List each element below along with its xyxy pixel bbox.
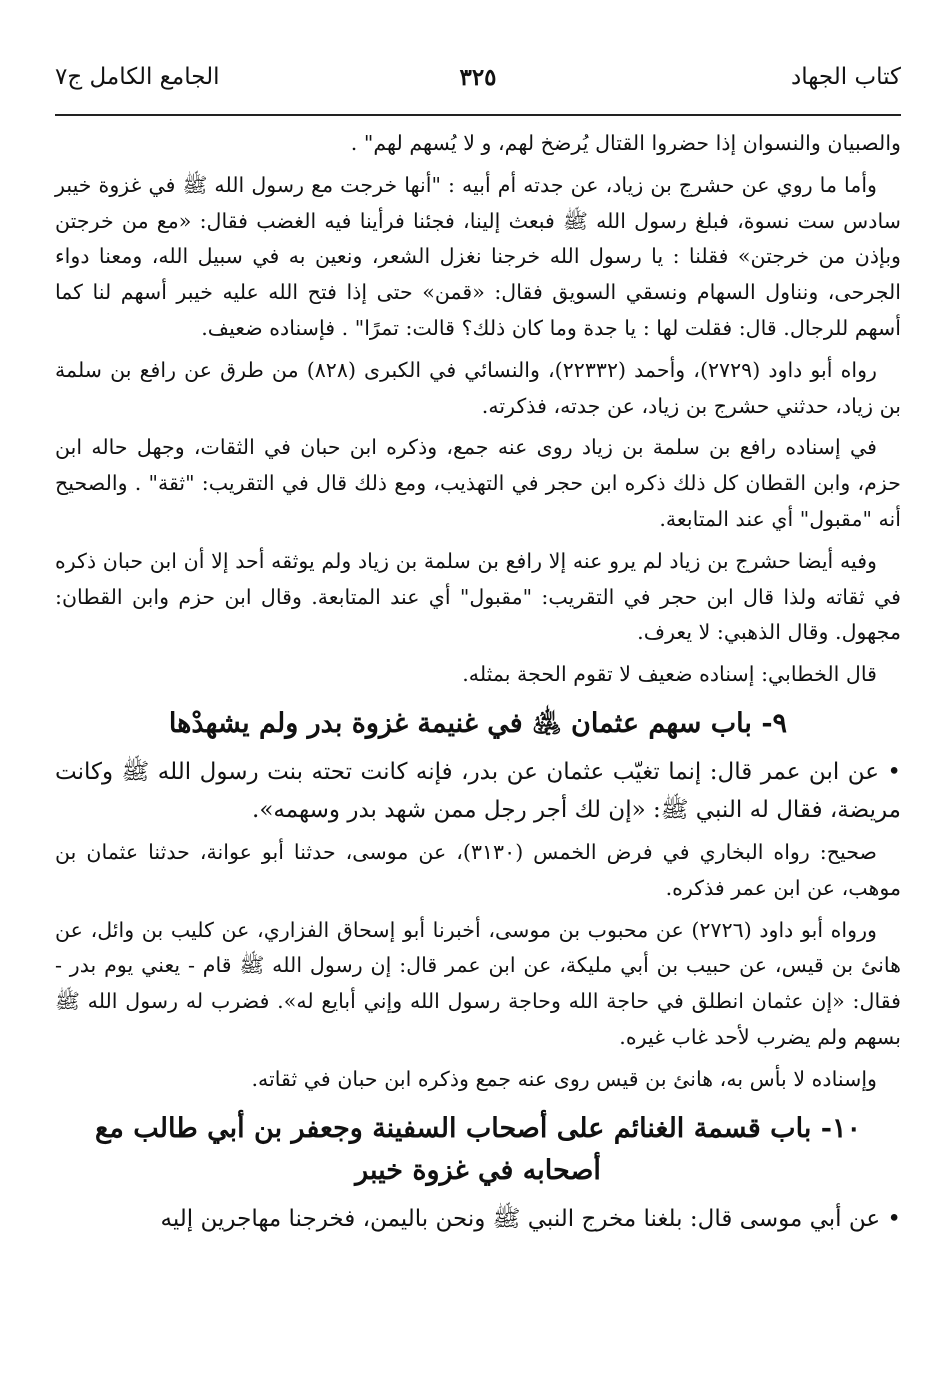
page-number: ٣٢٥ bbox=[459, 64, 497, 91]
paragraph-10: وإسناده لا بأس به، هانئ بن قيس روى عنه جمع وذكره ابن حبان في ثقاته. bbox=[251, 1066, 877, 1091]
page-header bbox=[55, 58, 901, 106]
chapter-title: كتاب الجهاد bbox=[791, 64, 901, 90]
section-heading-9 bbox=[55, 703, 901, 745]
paragraph-9: ورواه أبو داود (٢٧٢٦) عن محبوب بن موسى، أخبرنا أبو إسحاق الفزاري، عن كليب بن وائل، عن هانئ بن قيس، عن حبيب بن أبي مليكة، عن ابن عمر قال: إن رسول الله ﷺ قام - يعني يوم بدر - فقال: «إن عثمان انطلق في حاجة الله وحاجة رسول الله وإني أبايع له». فضرب له رسول الله ﷺ بسهم ولم يضرب لأحد غاب غيره. bbox=[55, 917, 901, 1049]
hadith-text-2: • عن أبي موسى قال: بلغنا مخرج النبي ﷺ ونحن باليمن، فخرجنا مهاجرين إليه bbox=[160, 1205, 901, 1232]
section-heading-10-line2: أصحابه في غزوة خيبر bbox=[355, 1154, 601, 1186]
paragraph-1: والصبيان والنسوان إذا حضروا القتال يُرضخ لهم، و لا يُسهم لهم" . bbox=[350, 131, 901, 155]
paragraph-5: وفيه أيضا حشرج بن زياد لم يرو عنه إلا رافع بن سلمة بن زياد ولم يوثقه أحد إلا أن ابن حبان ذكره في ثقاته ولذا قال ابن حجر في التقريب: "مقبول" أي عند المتابعة. وقال ابن حزم وابن القطان: مجهول. وقال الذهبي: لا يعرف. bbox=[55, 548, 901, 645]
paragraph-6: قال الخطابي: إسناده ضعيف لا تقوم الحجة بمثله. bbox=[462, 662, 877, 687]
section-heading-9-text: ٩- باب سهم عثمان ﵁ في غنيمة غزوة بدر ولم يشهدْها bbox=[168, 707, 788, 739]
paragraph-8: صحيح: رواه البخاري في فرض الخمس (٣١٣٠)، عن موسى، حدثنا أبو عوانة، حدثنا عثمان بن موهب، عن ابن عمر فذكره. bbox=[55, 839, 901, 900]
paragraph-3: رواه أبو داود (٢٧٢٩)، وأحمد (٢٢٣٣٢)، والنسائي في الكبرى (٨٢٨) من طرق عن رافع بن سلمة بن زياد، حدثني حشرج بن زياد، عن جدته، فذكرته. bbox=[55, 357, 901, 418]
book-title: الجامع الكامل ج٧ bbox=[55, 64, 220, 90]
section-heading-10-line1: ١٠- باب قسمة الغنائم على أصحاب السفينة وجعفر بن أبي طالب مع bbox=[95, 1112, 861, 1144]
paragraph-2: وأما ما روي عن حشرج بن زياد، عن جدته أم أبيه : "أنها خرجت مع رسول الله ﷺ في غزوة خيبر سادس ست نسوة، فبلغ رسول الله ﷺ فبعث إلينا، فجئنا فرأينا فيه الغضب فقال: «مع من خرجتن وبإذن من خرجتن» فقلنا : يا رسول الله خرجنا نغزل الشعر، ونعين به في سبيل الله، ومعنا دواء الجرحى، ونناول السهام ونسقي السويق فقال: «قمن» حتى إذا فتح الله عليه خيبر أسهم لنا كما أسهم للرجال. قال: فقلت لها : يا جدة وما كان ذلك؟ قالت: تمرًا" . فإسناده ضعيف. bbox=[55, 172, 901, 340]
section-heading-10 bbox=[55, 1108, 901, 1192]
paragraph-4: في إسناده رافع بن سلمة بن زياد روى عنه جمع، وذكره ابن حبان في الثقات، وجهل حاله ابن حزم، وابن القطان كل ذلك ذكره ابن حجر في التهذيب، ومع ذلك قال في التقريب: "ثقة" . والصحيح أنه "مقبول" أي عند المتابعة. bbox=[55, 435, 901, 531]
header-divider bbox=[55, 114, 901, 116]
hadith-text-1: • عن ابن عمر قال: إنما تغيّب عثمان عن بدر، فإنه كانت تحته بنت رسول الله ﷺ وكانت مريضة، فقال له النبي ﷺ: «إن لك أجر رجل ممن شهد بدر وسهمه». bbox=[55, 758, 901, 823]
page-body bbox=[55, 126, 901, 1244]
